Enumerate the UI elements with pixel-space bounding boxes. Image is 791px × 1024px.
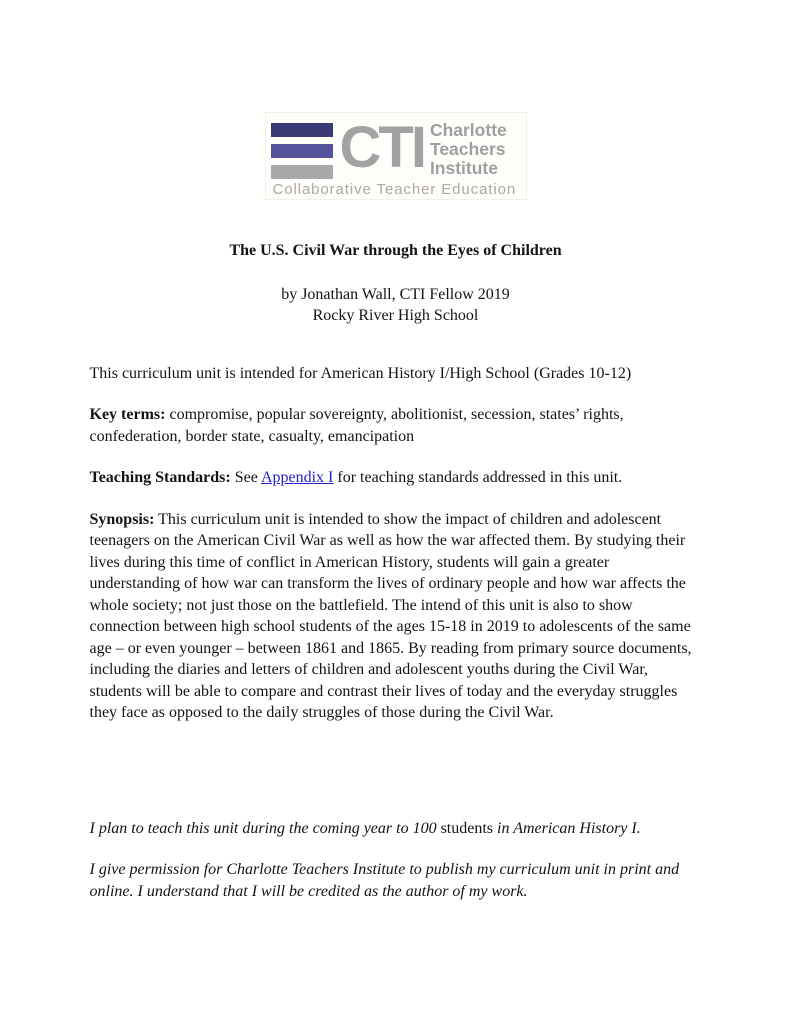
document-content — [90, 240, 702, 902]
key-terms-text: compromise, popular sovereignty, abolitionist, secession, states’ rights, confederation, border state, casualty, emancipation — [89, 406, 624, 445]
permission-text: I give permission for Charlotte Teachers Institute to publish my curriculum unit in print and online. I understand that I will be credited as the author of my work. — [89, 861, 680, 900]
key-terms-label: Key terms: — [89, 406, 166, 423]
audience-paragraph — [90, 363, 702, 385]
synopsis-paragraph — [90, 509, 702, 724]
teaching-standards-paragraph — [90, 467, 702, 489]
logo-bar-dark — [271, 123, 333, 137]
logo-org-line-1: Charlotte — [429, 120, 507, 140]
logo-tagline: Collaborative Teacher Education — [272, 181, 517, 198]
audience-text: This curriculum unit is intended for American History I/High School (Grades 10-12) — [89, 364, 632, 382]
teach-declaration — [90, 818, 702, 840]
page-title: The U.S. Civil War through the Eyes of Children — [229, 242, 562, 259]
cti-logo — [265, 112, 527, 200]
logo-org-line-3: Institute — [429, 158, 498, 178]
logo-org-name — [430, 120, 507, 178]
cti-logo-main — [271, 115, 522, 180]
school-name: Rocky River High School — [312, 307, 479, 324]
teach-declaration-italic-after: in American History I. — [493, 819, 641, 837]
teach-declaration-italic-before: I plan to teach this unit during the coming year to 100 — [89, 819, 441, 837]
logo-org-line-2: Teachers — [429, 139, 506, 159]
teaching-standards-label: Teaching Standards: — [89, 469, 231, 486]
byline: by Jonathan Wall, CTI Fellow 2019 — [281, 285, 510, 303]
byline-block — [90, 284, 702, 327]
logo-acronym: CTI — [339, 115, 424, 180]
synopsis-label: Synopsis: — [89, 510, 155, 528]
standards-text-before: See — [230, 469, 261, 486]
standards-text-after: for teaching standards addressed in this unit. — [333, 469, 623, 486]
key-terms-paragraph — [90, 404, 702, 447]
teach-declaration-upright: students — [440, 819, 494, 837]
permission-declaration — [90, 859, 702, 902]
logo-bar-gray — [271, 165, 333, 179]
logo-bar-medium — [271, 144, 333, 158]
logo-bars-icon — [271, 120, 333, 179]
synopsis-text: This curriculum unit is intended to show the impact of children and adolescent teenagers on the American Civil War as well as how the war affected them. By studying their lives during this time of conflict in American History, students will gain a greater understanding of how war can transform the lives of ordinary people and how war affects the whole society; not just those on the battlefield. The intend of this unit is also to show connection between high school students of the ages 15-18 in 2019 to adolescents of the same age – or even younger – between 1861 and 1865. By reading from primary source documents, including the diaries and letters of children and adolescent youths during the Civil War, students will be able to compare and contrast their lives of today and the everyday struggles they face as opposed to the daily struggles of those during the Civil War. — [89, 510, 692, 721]
appendix-link[interactable]: Appendix I — [260, 469, 334, 486]
